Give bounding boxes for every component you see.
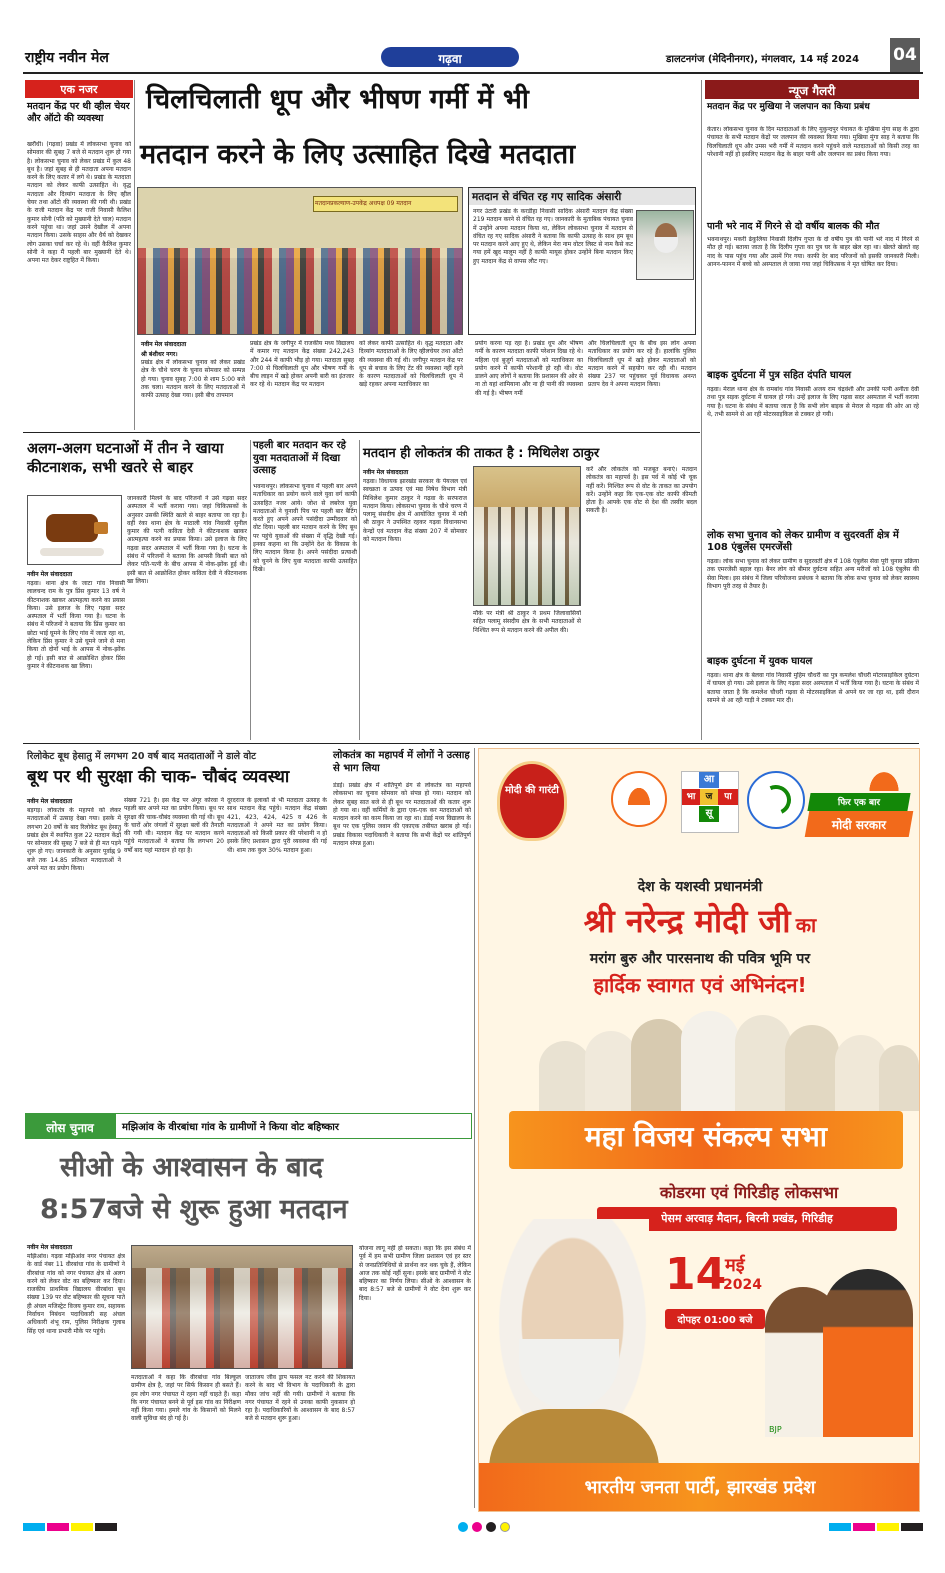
reg-magenta-2 — [853, 1523, 875, 1531]
reg-magenta — [47, 1523, 69, 1531]
bahishkar-kicker: मझिआंव के वीरबांधा गांव के ग्रामीणों ने किया वोट बहिष्कार — [122, 1122, 339, 1133]
maha-vijay-text: महा विजय संकल्प सभा — [584, 1120, 828, 1153]
bahishkar-body2: मतदाताओं ने कहा कि वीरबांधा गांव बिल्कुल ग्रामीण क्षेत्र है, जहां पर सिर्फ किसान ही बसते हैं। हम लोग नगर पंचायत में रहना नहीं चाहते हैं। कहा कि नगर पंचायत बनने से पूर्व इस गांव का निरीक्षण नहीं किया गया। हमारे गांव के किसानों को मिलने वाली सुविधा बंद हो गई है। — [131, 1374, 241, 1423]
chauband-headline: बूथ पर थी सुरक्षा की चाक- चौबंद व्यवस्था — [27, 767, 290, 787]
bahishkar-tag-label: लोस चुनाव — [46, 1121, 94, 1135]
main-headline-line1: चिलचिलाती धूप और भीषण गर्मी में भी — [146, 84, 529, 115]
ad-time: दोपहर 01:00 बजे — [677, 1315, 753, 1326]
sadik-photo-beard — [654, 237, 678, 253]
reg-cyan — [23, 1523, 45, 1531]
loktantra-photo-caption: मौके पर मंत्री श्री ठाकुर ने प्रथम जिलावासियों सहित पलामू संसदीय क्षेत्र के सभी मतदाताओं से निश्चित रूप से मतदान करने की अपील की। — [473, 610, 581, 634]
leader-portrait-2 — [585, 1031, 637, 1111]
ek-nazar-tag-label: एक नजर — [60, 83, 98, 96]
loktantra-headline: मतदान ही लोकतंत्र की ताकत है : मिथिलेश ठाकुर — [363, 446, 600, 461]
page-number: 04 — [890, 38, 920, 72]
pahli-baar-body: भवनाथपुर। लोकसभा चुनाव में पहली बार अपने मताधिकार का प्रयोग करने वाले युवा वर्ग काफी उत्साहित नजर आये। जोश से लबरेज युवा मतदाताओं ने चुनावी पिच पर पहली बार बैटिंग करते हुए अपने अपने पसंदीदा उम्मीदवार को वोट दिया। पहली बार मतदान करने के लिए बूथ पर पहुंचे युवाओं की संख्या में वृद्धि देखी गई। इनका कहना था कि उन्होंने देश के विकास के लिए मतदान किया है। अपने पसंदीदा प्रत्याशी को चुनने के लिए युवा मतदाता काफी उत्साहित दिखे। — [253, 483, 357, 573]
bjp-advertisement — [478, 748, 920, 1512]
ad-footer: भारतीय जनता पार्टी, झारखंड प्रदेश — [584, 1477, 816, 1498]
gallery-item-1-title: मतदान केंद्र पर मुखिया ने जलपान का किया प्रबंध — [707, 102, 870, 112]
main-body-col1: प्रखंड क्षेत्र में लोकसभा चुनाव को लेकर प्रखंड क्षेत्र के चौथे चरण के चुनाव सोमवार को सम्पन्न हो गया। चुनाव सुबह 7:00 से शाम 5:00 बजे तक चला। मतदान करने के लिए मतदाताओं में काफी उत्साह देखा गया। इसी बीच तापमान — [141, 359, 245, 400]
reg-yellow-2 — [877, 1523, 899, 1531]
ad-name: श्री नरेन्द्र मोदी जी — [583, 902, 791, 940]
reg-dot-2 — [472, 1522, 482, 1532]
lotus-icon — [626, 785, 652, 805]
mahaparv-headline: लोकतंत्र का महापर्व में लोगों ने उत्साह से भाग लिया — [333, 750, 470, 774]
reg-yellow — [71, 1523, 93, 1531]
leader-portrait-4 — [681, 1011, 739, 1111]
sadik-title: मतदान से वंचित रह गए सादिक अंसारी — [472, 191, 622, 203]
main-body-col2: प्रखंड क्षेत्र के जगीपुर में राजकीय मध्य विद्यालय में कमार गए मतदान केंद्र संख्या 242,243 और 244 में काफी भीड़ हो गया। मतदाता सुबह 7:00 से चिलचिलाती धूप और भीषण गर्मी के बीच लाइन में खड़े होकर अपनी बारी का इंतजार कर रहे थे। मतदान केंद्र पर मतदान — [250, 340, 354, 389]
photo-banner-text: मतदानप्रकल्याण-उपकेंद्र अधपक्ष 09 मतदान — [315, 200, 412, 207]
bahishkar-body3: जाताजय जीव ड्राप फसल नट करने की शिकायत करने के बाद भी विभाग के पदाधिकारी के द्वारा मौका जांच नहीं की गयी। ग्रामीणों ने बताया कि नगर पंचायत में रहने से उनका काफी नुकसान हो रहा है। पदाधिकारियों के आश्वासन के बाद 8:57 बजे से मतदान शुरू हुआ। — [245, 1374, 355, 1423]
row-rule-1 — [23, 432, 700, 433]
kitnashak-body: गढ़वा। थाना क्षेत्र के जाटा गांव निवासी लालचन्द राम के पुत्र प्रिंस कुमार 13 वर्ष ने कीटनाशक खाकर आत्महत्या करने का प्रयास किया। उसे इलाज के लिए गढ़वा सदर अस्पताल में भर्ती किया गया है। घटना के संबंध में परिजनों ने बताया कि प्रिंस कुमार का छोटा भाई घूमने के लिए गांव में जाता रहा था, लेकिन प्रिंस कुमार ने उसे घूमने जाने से मना किया तो दोनों भाई के आपस में नोक-झोंक हो गई। इसी बात से आक्रोशित होकर प्रिंस कुमार ने कीटनाशक खा लिया। — [27, 580, 125, 670]
news-gallery-title: न्यूज गैलरी — [788, 84, 836, 98]
row-rule-2 — [23, 743, 919, 744]
ad-line-2: हार्दिक स्वागत एवं अभिनंदन! — [593, 973, 807, 997]
main-story-photo — [137, 187, 463, 335]
col-divider-3 — [359, 440, 360, 740]
kitnashak-photo — [27, 495, 122, 565]
col-divider-2 — [250, 440, 251, 740]
bahishkar-headline-2: 8:57बजे से शुरू हुआ मतदान — [40, 1194, 348, 1225]
ajsu-letter-1: आ — [699, 772, 719, 788]
bjp-mark: BJP — [769, 1425, 782, 1434]
pesticide-cap — [94, 522, 108, 534]
pahli-baar-headline: पहली बार मतदान कर रहे युवा मतदाताओं में दिखा उत्साह — [253, 440, 346, 476]
paper-name: राष्ट्रीय नवीन मेल — [25, 50, 109, 66]
registration-strip — [23, 1520, 923, 1534]
ad-constituency: कोडरमा एवं गिरिडीह लोकसभा — [659, 1183, 839, 1202]
chauband-body: बड़गड़। लोकतंत्र के महापर्व को लेकर मतदाताओं में उत्साह देखा गया। इसके में लगभग 20 वर्षों के बाद रिलोकेट बूथ हेसातु प्रखंड क्षेत्र में स्थापित कुल 22 मतदान केंद्रों पर सोमवार की सुबह 7 बजे से ही मत पड़ने शुरू हो गए। जानकारी के अनुसार पूर्वाह्न 9 बजे तक 14.85 प्रतिशत मतदाताओं ने अपने मत का प्रयोग किया। — [27, 807, 121, 873]
chauband-body2: संख्या 721 है। इस केंद्र पर अंगूर कोरवा ने पहली बार अपने मत का प्रयोग किया। बूथ पर सुरक्षा की चाक-चौबंद व्यवस्था की गई थी। बूथ के चारों ओर जंगलों में सुरक्षा बलों की तैनाती की गयी थी। मतदान केंद्र पर मतदान करने पहुंचे मतदाताओं ने बताया कि लगभग 20 वर्षों बाद यहां मतदान हो रहा है। — [124, 797, 224, 854]
gallery-item-3-title: बाइक दुर्घटना में पुत्र सहित दंपति घायल — [707, 370, 852, 381]
leader-portrait-3 — [631, 1019, 687, 1111]
masthead — [23, 36, 923, 72]
section-label: गढ़वा — [438, 52, 462, 66]
bahishkar-headline-1: सीओ के आश्वासन के बाद — [60, 1152, 323, 1183]
ad-subtitle: देश के यशस्वी प्रधानमंत्री — [637, 879, 763, 895]
modi-sarkar-text: मोदी सरकार — [831, 818, 887, 832]
ek-nazar-body: खरौंधी। (गढ़वा) प्रखंड में लोकसभा चुनाव को सोमवार की सुबह 7 बजे से मतदान शुरू हो गया है। लोकसभा चुनाव को लेकर प्रखंड में कुल 48 बूथ है। जहां सुबह से ही मतदाता अपना मतदान करने के लिए कतार में लगे थे। प्रखंड के मतदाता मतदान को लेकर काफी उत्साहित थे। वृद्ध मतदाता और दिव्यांग मतदाता के लिए व्हील चेयर तथा ऑटो की व्यवस्था की गयी थी। प्रखंड के राजी मतदान केंद्र पर राजी निवासी कैलिश कुमार सोनी (पति को मुख्यानी देते चाल) मतदान करने पहुंचा था। जहां उसने देखील में अपना मतदान किया। उसके साहस और धैर्य को देखकर लोग उसका चर्चा कर रहे थे। वहीं कैलिश कुमार सोनी ने कहा मैं पहली बार मुख्यानी देते थे। अपना मत देकर राष्ट्रहित में किया। — [27, 141, 131, 265]
bahishkar-body: मझिआंव। गढ़वा मझिआंव नगर पंचायत क्षेत्र के वार्ड नंबर 11 वीरबांधा गांव के ग्रामीणों ने वीरबांधा गांव को नगर पंचायत क्षेत्र से अलग करने को लेकर वोट का बहिष्कार कर दिया। राजकीय प्राथमिक विद्यालय वीरबांधा बूथ संख्या 139 पर वोट बहिष्कार की सूचना पाते ही अंचल मजिस्ट्रेट विजय कुमार राय, सहायक निर्वाचन निबंधन पदाधिकारी सह अंचल अधिकारी शंभू राम, पुलिस निरीक्षक गुलाब सिंह एवं थाना प्रभारी मौके पर पहुंचे। — [27, 1253, 125, 1335]
bahishkar-photo — [131, 1245, 353, 1369]
chauband-byline: नवीन मेल संवाददाता — [27, 798, 73, 805]
ajsu-letter-4: पा — [718, 789, 738, 805]
chauband-kicker: रिलोकेट बूथ हेसातु में लगभग 20 वर्ष बाद मतदाताओं ने डाले वोट — [27, 751, 256, 762]
pesticide-bottle-icon — [46, 514, 98, 542]
kitnashak-byline: नवीन मेल संवाददाता — [27, 571, 73, 578]
date-day: 14 — [665, 1249, 727, 1300]
loktantra-photo — [473, 466, 581, 606]
candidate-portrait-2 — [823, 1269, 913, 1437]
gallery-item-2-body: भवनाथपुर। मकरी ढेकुलिया निवासी दिलीप गुप्ता के दो वर्षीय पुत्र की पानी भरे नाद में गिरने से मौत हो गई। बताया जाता है कि दिलीप गुप्ता का पुत्र घर के बाहर खेल रहा था। खेलते खेलते वह नाद के पास पहुंच गया और उसमें गिर गया। काफी देर बाद परिजनों को इसकी जानकारी मिली। आनन-फानन में बच्चे को अस्पताल ले जाया गया जहां चिकित्सक ने मृत घोषित कर दिया। — [707, 236, 919, 268]
chauband-body3: दूरदराज के इलाकों से भी मतदाता उत्साह के साथ मतदान केंद्र पहुंचे। मतदान केंद्र संख्या 421, 423, 424, 425 व 426 के मतदाताओं ने अपने मत का प्रयोग किया। मतदाताओं को किसी प्रकार की परेशानी न हो इसके लिए प्रशासन द्वारा पूरी व्यवस्था की गई थी। शाम तक कुल 30% मतदान हुआ। — [227, 797, 327, 854]
masthead-rule — [23, 72, 923, 74]
bahishkar-photo-people — [132, 1268, 353, 1369]
col-divider-right — [701, 80, 702, 740]
reg-dot-4 — [500, 1522, 510, 1532]
main-dateline: श्री बंशीधर नगर। — [141, 351, 178, 358]
date-month: मई — [725, 1255, 745, 1276]
reg-dot-1 — [458, 1522, 468, 1532]
ad-name-suffix: का — [795, 913, 817, 937]
leaders-row — [539, 1011, 919, 1111]
col-divider-4 — [474, 748, 475, 1508]
photo-crowd — [138, 248, 463, 335]
gallery-item-5-body: गढ़वा। थाना क्षेत्र के बेलवा गांव निवासी मुहिम चौधरी का पुत्र कमलेश चौधरी मोटरसाइकिल दुर्घटना में घायल हो गया। उसे इलाज के लिए गढ़वा सदर अस्पताल में भर्ती किया गया है। घटना के संबंध में बताया जाता है कि कमलेश चौधरी गढ़वा से मोटरसाइकिल से अपने घर जा रहा था, इसी दौरान सामने से आ रही गाड़ी ने टक्कर मार दी। — [707, 672, 919, 704]
reg-dot-3 — [486, 1522, 496, 1532]
ad-line-1: मरांग बुरु और पारसनाथ की पवित्र भूमि पर — [589, 951, 811, 967]
main-body-col4: प्रयोग करना पड़ रहा है। प्रखंड धूप और भीषण गर्मी के कारण मतदाता काफी परेशान दिख रहे थे। महिला एवं बुजुर्ग मतदाताओं को मताधिकार का प्रयोग करने में काफी परेशानी हो रही थी। वोट डालने आए लोगों ने बताया कि प्रशासन की ओर से ना तो यहां शामियाना और ना ही पानी की व्यवस्था की गई है। भीषण गर्मी — [475, 340, 583, 397]
date-year: 2024 — [723, 1277, 762, 1293]
main-byline: नवीन मेल संवाददाता — [141, 341, 187, 348]
main-body-col5: और चिलचिलाती धूप के बीच इस लोग अपना मताधिकार का प्रयोग कर रहे हैं। हालांकि पुलिस चिलचिलाती धूप में खड़े होकर मतदाताओं को मतदान करने में सहयोग कर रही थी। मतदान संख्या 237 पर पहुंचकर पूर्व विधायक अनन्त प्रताप देव ने अपना मतदान किया। — [588, 340, 696, 389]
sadik-photo — [636, 210, 694, 280]
kitnashak-body2: जानकारी मिलने के बाद परिजनों ने उसे गढ़वा सदर अस्पताल में भर्ती कराया गया। जहां चिकित्सकों के अनुसार उसकी स्थिति खतरे से बाहर बताया जा रहा है। वहीं रंका थाना क्षेत्र के माठाली गांव निवासी सुनील कुमार की पत्नी कविता देवी ने कीटनाशक खाकर आत्महत्या करने का प्रयास किया। उसे इलाज के लिए गढ़वा सदर अस्पताल में भर्ती किया गया है। घटना के संबंध में परिजनों ने बताया कि आपसी किसी बात को लेकर पति-पत्नी के बीच आपस में नोक-झोंक हुई थी। इसी बात से आक्रोशित होकर कविता देवी ने कीटनाशक खा लिया। — [127, 495, 247, 585]
mahaparv-body: डंडई। प्रखंड क्षेत्र में शांतिपूर्ण ढंग से लोकतंत्र का महापर्व लोकसभा का चुनाव सोमवार को संपन्न हो गया। मतदान को लेकर सुबह सात बजे से ही बूथ पर मतदाताओं की कतार शुरू हो गया था। वहीं कर्मियों के द्वारा एक-एक कर मतदाताओं को मतदान करने का काम किया जा रहा था। डंडई मध्य विद्यालय के बूथ पर एक पुलिस जवान की एकाएक तबीयत खराब हो गई। प्रखंड विकास पदाधिकारी ने बताया कि सभी केंद्रों पर शांतिपूर्ण मतदान संपन्न हुआ। — [333, 782, 471, 848]
pills-icon — [40, 548, 104, 556]
gallery-item-1-body: केतार। लोकसभा चुनाव के दिन मतदाताओं के लिए मुकुन्दपुर पंचायत के मुखिया मुंगा साह के द्वारा पंचायत के सभी मतदान केंद्रों पर जलपान की व्यवस्था किया गया। मुखिया मुंगा साह ने बताया कि चिलचिलाती धूप और उमस भरी गर्मी में मतदान करने पहुंचने वाले मतदाताओं को किसी तरह का परेशानी नहीं हो इसलिए मतदान केंद्र के बाहर पानी और जलपान का प्रबंध किया गया। — [707, 126, 919, 158]
gallery-item-4-title: लोक सभा चुनाव को लेकर ग्रामीण व सुदरवर्ती क्षेत्र में 108 एंबुलेंस एमरजेंसी — [707, 530, 899, 553]
gallery-item-2-title: पानी भरे नाद में गिरने से दो वर्षीय बालक की मौत — [707, 221, 880, 232]
bahishkar-byline: नवीन मेल संवाददाता — [27, 1244, 73, 1251]
loktantra-body2: करें और लोकतंत्र को मजबूत बनाएं। मतदान लोकतंत्र का महापर्व है। इस पर्व में कोई भी चूक नहीं करें। निश्चित रूप से वोट के ताकत का उपयोग करें। उन्होंने कहा कि एक-एक वोट काफी कीमती होता है। आपके एक वोट से देश की तस्वीर बदल सकती है। — [586, 466, 697, 515]
reg-black — [95, 1523, 117, 1531]
gallery-item-3-body: गढ़वा। मेराल थाना क्षेत्र के रामबांध गांव निवासी अजय राम चंद्रवंशी और उनकी पत्नी अनीता देवी तथा पुत्र सड़क दुर्घटना में घायल हो गये। उन्हें इलाज के लिए गढ़वा सदर अस्पताल में भर्ती कराया गया है। घटना के संबंध में बताया जाता है कि सभी लोग बाइक से मेराल से गढ़वा की ओर आ रहे थे, तभी सामने से आ रही मोटरसाइकिल से टक्कर हो गयी। — [707, 386, 919, 418]
ek-nazar-title: मतदान केंद्र पर थी व्हील चेयर और ऑटो की व्यवस्था — [27, 101, 130, 124]
sadik-body: नगर उंटारी प्रखंड के करडीहा निवासी सादिक अंसारी मतदान केंद्र संख्या 219 मतदान करने से वंचित रह गए। जानकारी के मुताबिक पंचायत चुनाव में उन्होंने अपना मतदान किया था, लेकिन लोकसभा चुनाव में मतदान से वंचित रह गए सादिक अंसारी ने बताया कि काफी उत्साह के साथ हम बूथ पर मतदान करने आए हुए थे, लेकिन मेरा नाम वोटर लिस्ट से नाम कैसे कट गया हमें खुद मालूम नहीं है काफी मायूस होकर उन्होंने बिना मतदान किए हुए मतदान केंद्र से वापस लौट गए। — [473, 208, 633, 265]
loktantra-body: गढ़वा। विधायक झारखंड सरकार के पेयजल एवं स्वच्छता व उत्पाद एवं मद्य निषेध विभाग मंत्री मिथिलेश कुमार ठाकुर ने गढ़वा के सरफराज मतदान किया। लोकसभा चुनाव के चौथे चरण में पलामू संसदीय क्षेत्र में आयोजित चुनाव में मंत्री श्री ठाकुर ने उपस्थित रहकर गढ़वा विधानसभा केन्द्रों एवं मतदान केंद्र संख्या 207 में सोमवार को मतदान किया। — [363, 478, 467, 544]
phir-ek-baar-text: फिर एक बार — [837, 798, 881, 808]
loktantra-byline: नवीन मेल संवाददाता — [363, 469, 409, 476]
lotus-corner-icon — [867, 769, 901, 791]
reg-black-2 — [901, 1523, 923, 1531]
bahishkar-body4: योजना लागू नहीं हो सकता। कहा कि इस संबंध में पूर्व में हम सभी ग्रामीण जिला प्रशासन एवं हर स्तर से जनप्रतिनिधियों से प्रार्थना कर थक चुके हैं, लेकिन आज तक कोई नहीं सुना। इसके बाद ग्रामीणों ने वोट बहिष्कार का निर्णय लिया। सीओ के आश्वासन के बाद 8:57 बजे से ग्रामीणों ने वोट देना शुरू कर दिया। — [359, 1245, 471, 1302]
gallery-item-4-body: गढ़वा। लोक सभा चुनाव को लेकर ग्रामीण व सुदरवर्ती क्षेत्र में 108 एंबुलेंस सेवा पूरी चुनाव प्रक्रिया तक एमरजेंसी बहाल रहा। बैनर लोग को बीमार दुर्घटना सहित अन्य मरीजों को 108 एंबुलेंस की सेवा मिला। इस संबंध में जिला परियोजना प्रबंधक ने बताया कि लोक सभा चुनाव को लेकर स्वास्थ्य विभाग पूरी तरह से तैयार है। — [707, 558, 919, 590]
ajsu-letter-5: सू — [699, 806, 719, 822]
col-divider-left — [134, 80, 135, 430]
main-body-col3: को लेकर काफी उत्साहित थे। वृद्ध मतदाता और दिव्यांग मतदाताओं के लिए व्हीलचेयर तथा ऑटो की व्यवस्था की गई थी। जगीपुर मतदान केंद्र पर धूप से बचाव के लिए टेंट की व्यवस्था नहीं रहने के कारण मतदाताओं को चिलचिलाती धूप में खड़े रहकर अपना मताधिकार का — [359, 340, 463, 389]
leader-portrait-6 — [785, 1025, 839, 1111]
loktantra-photo-group — [474, 507, 581, 606]
modi-guarantee-badge — [497, 761, 567, 841]
ajsu-letter-2: भा — [682, 789, 700, 805]
kitnashak-headline: अलग-अलग घटनाओं में तीन ने खाया कीटनाशक, सभी खतरे से बाहर — [27, 441, 224, 476]
ad-venue: पेसम अरवाड़ मैदान, बिरनी प्रखंड, गिरिडीह — [661, 1212, 833, 1225]
reg-cyan-2 — [829, 1523, 851, 1531]
leader-portrait-1 — [539, 1041, 591, 1111]
modi-guarantee-text: मोदी की गारंटी — [505, 785, 559, 796]
gallery-item-5-title: बाइक दुर्घटना में युवक घायल — [707, 656, 813, 667]
main-headline-line2: मतदान करने के लिए उत्साहित दिखे मतदाता — [140, 139, 576, 170]
leader-portrait-8 — [879, 1045, 919, 1111]
ajsu-letter-3: ज — [700, 789, 718, 805]
leader-portrait-5 — [735, 1015, 791, 1111]
ad-name-row — [479, 899, 920, 943]
dateline: डालटनगंज (मेदिनीनगर), मंगलवार, 14 मई 2024 — [666, 54, 860, 65]
